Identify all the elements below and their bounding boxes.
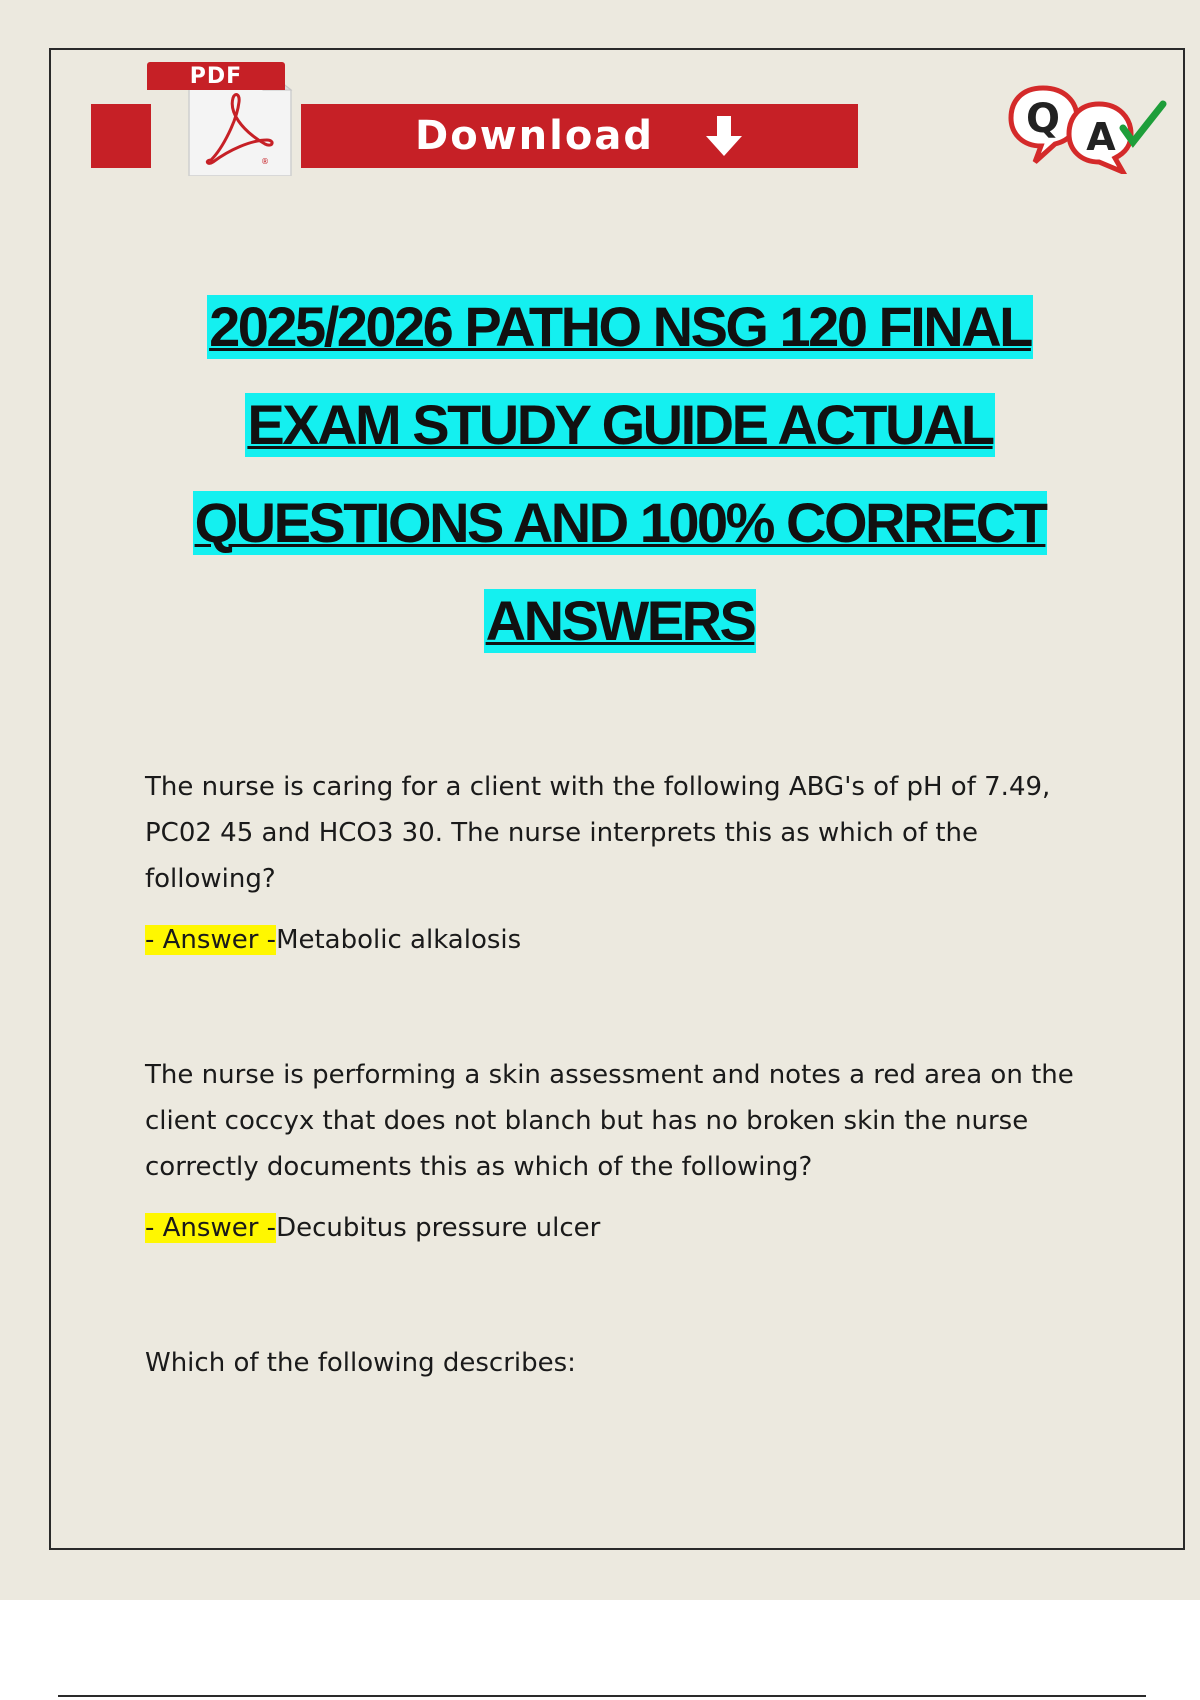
question-line: Which of the following describes: xyxy=(145,1348,576,1378)
question-line: following? xyxy=(145,864,276,894)
footer-divider xyxy=(58,1695,1146,1697)
title-line-4: ANSWERS xyxy=(485,589,755,652)
question-line: The nurse is caring for a client with the following ABG's of pH of 7.49, xyxy=(145,772,1051,802)
logo-a-letter: A xyxy=(1086,115,1116,159)
question-line: The nurse is performing a skin assessment and notes a red area on the xyxy=(145,1060,1074,1090)
logo-q-letter: Q xyxy=(1025,96,1061,142)
answer-text: Metabolic alkalosis xyxy=(276,925,522,955)
title-line-1: 2025/2026 PATHO NSG 120 FINAL xyxy=(209,295,1031,358)
answer-tag: - Answer - xyxy=(145,925,277,955)
pdf-label: PDF xyxy=(147,62,285,90)
question-text xyxy=(145,1052,1095,1190)
title-line-2: EXAM STUDY GUIDE ACTUAL xyxy=(247,393,993,456)
download-label: Download xyxy=(415,113,654,159)
pdf-download-banner[interactable] xyxy=(91,60,859,180)
qa-check-logo xyxy=(1005,82,1173,174)
qa-item xyxy=(145,1052,1095,1248)
arrow-down-icon xyxy=(704,114,744,158)
document-title xyxy=(100,295,1140,687)
answer-text: Decubitus pressure ulcer xyxy=(276,1213,601,1243)
download-button[interactable] xyxy=(301,104,858,168)
answer-row xyxy=(145,920,1095,960)
question-line: correctly documents this as which of the following? xyxy=(145,1152,813,1182)
question-line: client coccyx that does not blanch but has no broken skin the nurse xyxy=(145,1106,1029,1136)
question-text xyxy=(145,1340,1095,1386)
svg-text:®: ® xyxy=(261,157,269,166)
title-line-3: QUESTIONS AND 100% CORRECT xyxy=(194,491,1046,554)
question-text xyxy=(145,764,1095,902)
qa-item xyxy=(145,764,1095,960)
pdf-document-icon xyxy=(141,60,301,176)
qa-item xyxy=(145,1340,1095,1386)
answer-row xyxy=(145,1208,1095,1248)
answer-tag: - Answer - xyxy=(145,1213,277,1243)
question-line: PC02 45 and HCO3 30. The nurse interprets this as which of the xyxy=(145,818,979,848)
